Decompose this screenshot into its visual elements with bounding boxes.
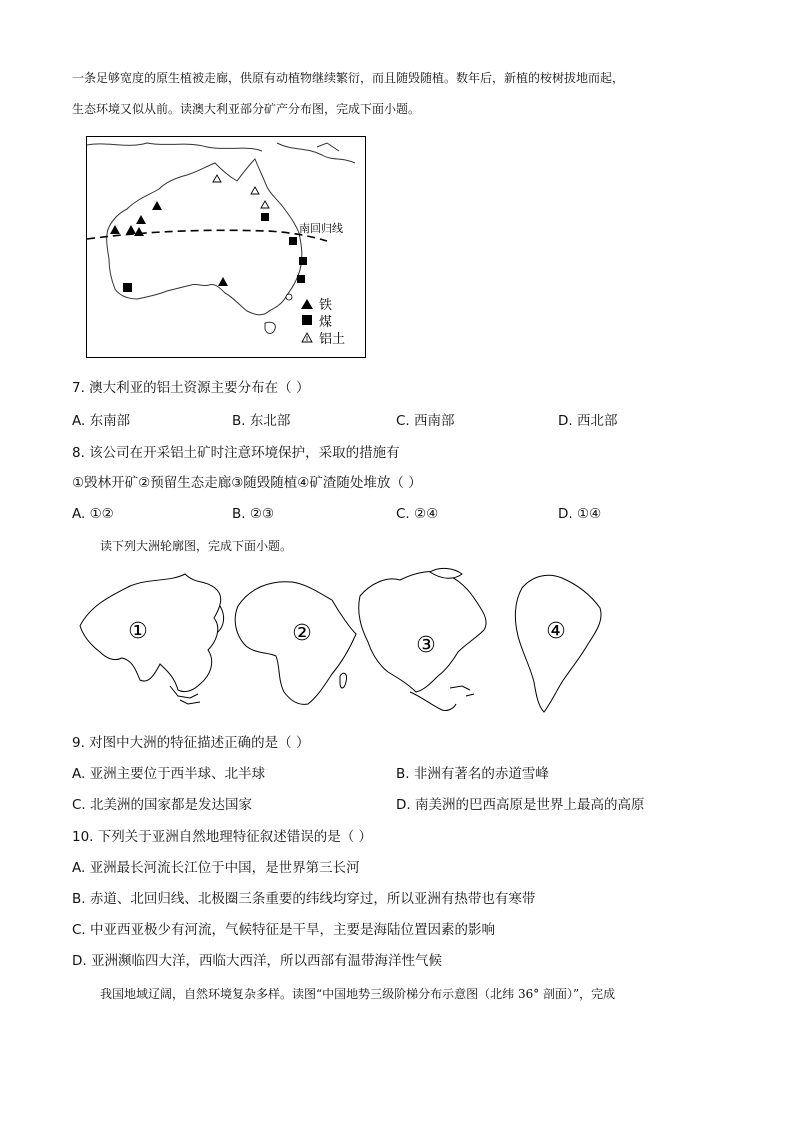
coal-marker — [289, 237, 297, 245]
legend-iron-label: 铁 — [319, 298, 333, 313]
q8-option-b[interactable]: B. ②③ — [232, 506, 275, 522]
map-legend — [301, 297, 345, 347]
q8-option-d[interactable]: D. ①④ — [558, 506, 602, 522]
madagascar-outline — [340, 673, 347, 688]
continent-north-america — [359, 568, 486, 710]
northern-islands-outline — [87, 143, 262, 151]
coal-marker — [123, 283, 132, 292]
legend-bauxite-label: 铝土 — [319, 332, 346, 347]
australia-mineral-map — [86, 136, 366, 358]
island-outline — [317, 143, 339, 151]
tropic-label: 南回归线 — [299, 222, 343, 235]
north-america-outline — [359, 571, 486, 692]
q7-option-b[interactable]: B. 东北部 — [232, 413, 291, 429]
continent-outlines — [70, 566, 720, 716]
new-guinea-outline — [277, 143, 355, 163]
continent-label-2: ② — [292, 621, 312, 646]
asia-outline — [80, 574, 221, 692]
q9-stem: 9. 对图中大洲的特征描述正确的是（ ） — [72, 735, 310, 751]
q8-stem: 8. 该公司在开采铝土矿时注意环境保护，采取的措施有 — [72, 445, 400, 461]
continent-asia — [80, 574, 224, 704]
q10-option-c[interactable]: C. 中亚西亚极少有河流，气候特征是干旱，主要是海陆位置因素的影响 — [72, 922, 496, 938]
central-america-outline — [410, 692, 456, 711]
continent-south-america — [515, 575, 601, 712]
legend-coal-label: 煤 — [319, 315, 333, 330]
q10-option-b[interactable]: B. 赤道、北回归线、北极圈三条重要的纬线均穿过，所以亚洲有热带也有寒带 — [72, 891, 536, 907]
continent-label-1: ① — [128, 619, 148, 644]
q9-option-d[interactable]: D. 南美洲的巴西高原是世界上最高的高原 — [396, 797, 645, 813]
continent-africa — [235, 582, 356, 705]
q7-option-a[interactable]: A. 东南部 — [72, 413, 131, 429]
q10-stem: 10. 下列关于亚洲自然地理特征叙述错误的是（ ） — [72, 829, 373, 845]
q10-option-d[interactable]: D. 亚洲濒临四大洋，西临大西洋，所以西部有温带海洋性气候 — [72, 953, 442, 969]
q8-option-a[interactable]: A. ①② — [72, 506, 114, 522]
q7-option-c[interactable]: C. 西南部 — [396, 413, 455, 429]
tasmania-outline — [265, 322, 275, 333]
intro-line-1: 一条足够宽度的原生植被走廊，供原有动植物继续繁衍，而且随毁随植。数年后，新植的桉树拔地而起， — [72, 71, 625, 85]
continent-intro: 读下列大洲轮廓图，完成下面小题。 — [100, 539, 293, 553]
legend-iron-icon — [301, 299, 313, 309]
q8-statements: ①毁林开矿②预留生态走廊③随毁随植④矿渣随处堆放（ ） — [72, 475, 422, 491]
coal-marker — [297, 275, 305, 283]
q7-option-d[interactable]: D. 西北部 — [558, 413, 618, 429]
caribbean-islands — [450, 686, 474, 696]
coal-marker — [261, 213, 269, 221]
city-marker — [286, 294, 292, 300]
intro-line-2: 生态环境又似从前。读澳大利亚部分矿产分布图，完成下面小题。 — [72, 102, 421, 116]
continent-label-4: ④ — [546, 619, 566, 644]
q10-option-a[interactable]: A. 亚洲最长河流长江位于中国，是世界第三长河 — [72, 860, 360, 876]
q7-stem: 7. 澳大利亚的铝土资源主要分布在（ ） — [72, 380, 310, 396]
australia-map-svg — [87, 137, 365, 357]
australia-outline — [107, 159, 302, 315]
q8-option-c[interactable]: C. ②④ — [396, 506, 439, 522]
q9-option-a[interactable]: A. 亚洲主要位于西半球、北半球 — [72, 766, 266, 782]
outro-text: 我国地域辽阔，自然环境复杂多样。读图“中国地势三级阶梯分布示意图（北纬 36° 剖面）”，完成 — [100, 987, 616, 1001]
q9-option-b[interactable]: B. 非洲有著名的赤道雪峰 — [396, 766, 549, 782]
coal-marker — [299, 257, 307, 265]
legend-coal-icon — [302, 315, 312, 325]
japan-islands — [218, 606, 224, 632]
continent-label-3: ③ — [416, 633, 436, 658]
q9-option-c[interactable]: C. 北美洲的国家都是发达国家 — [72, 797, 253, 813]
